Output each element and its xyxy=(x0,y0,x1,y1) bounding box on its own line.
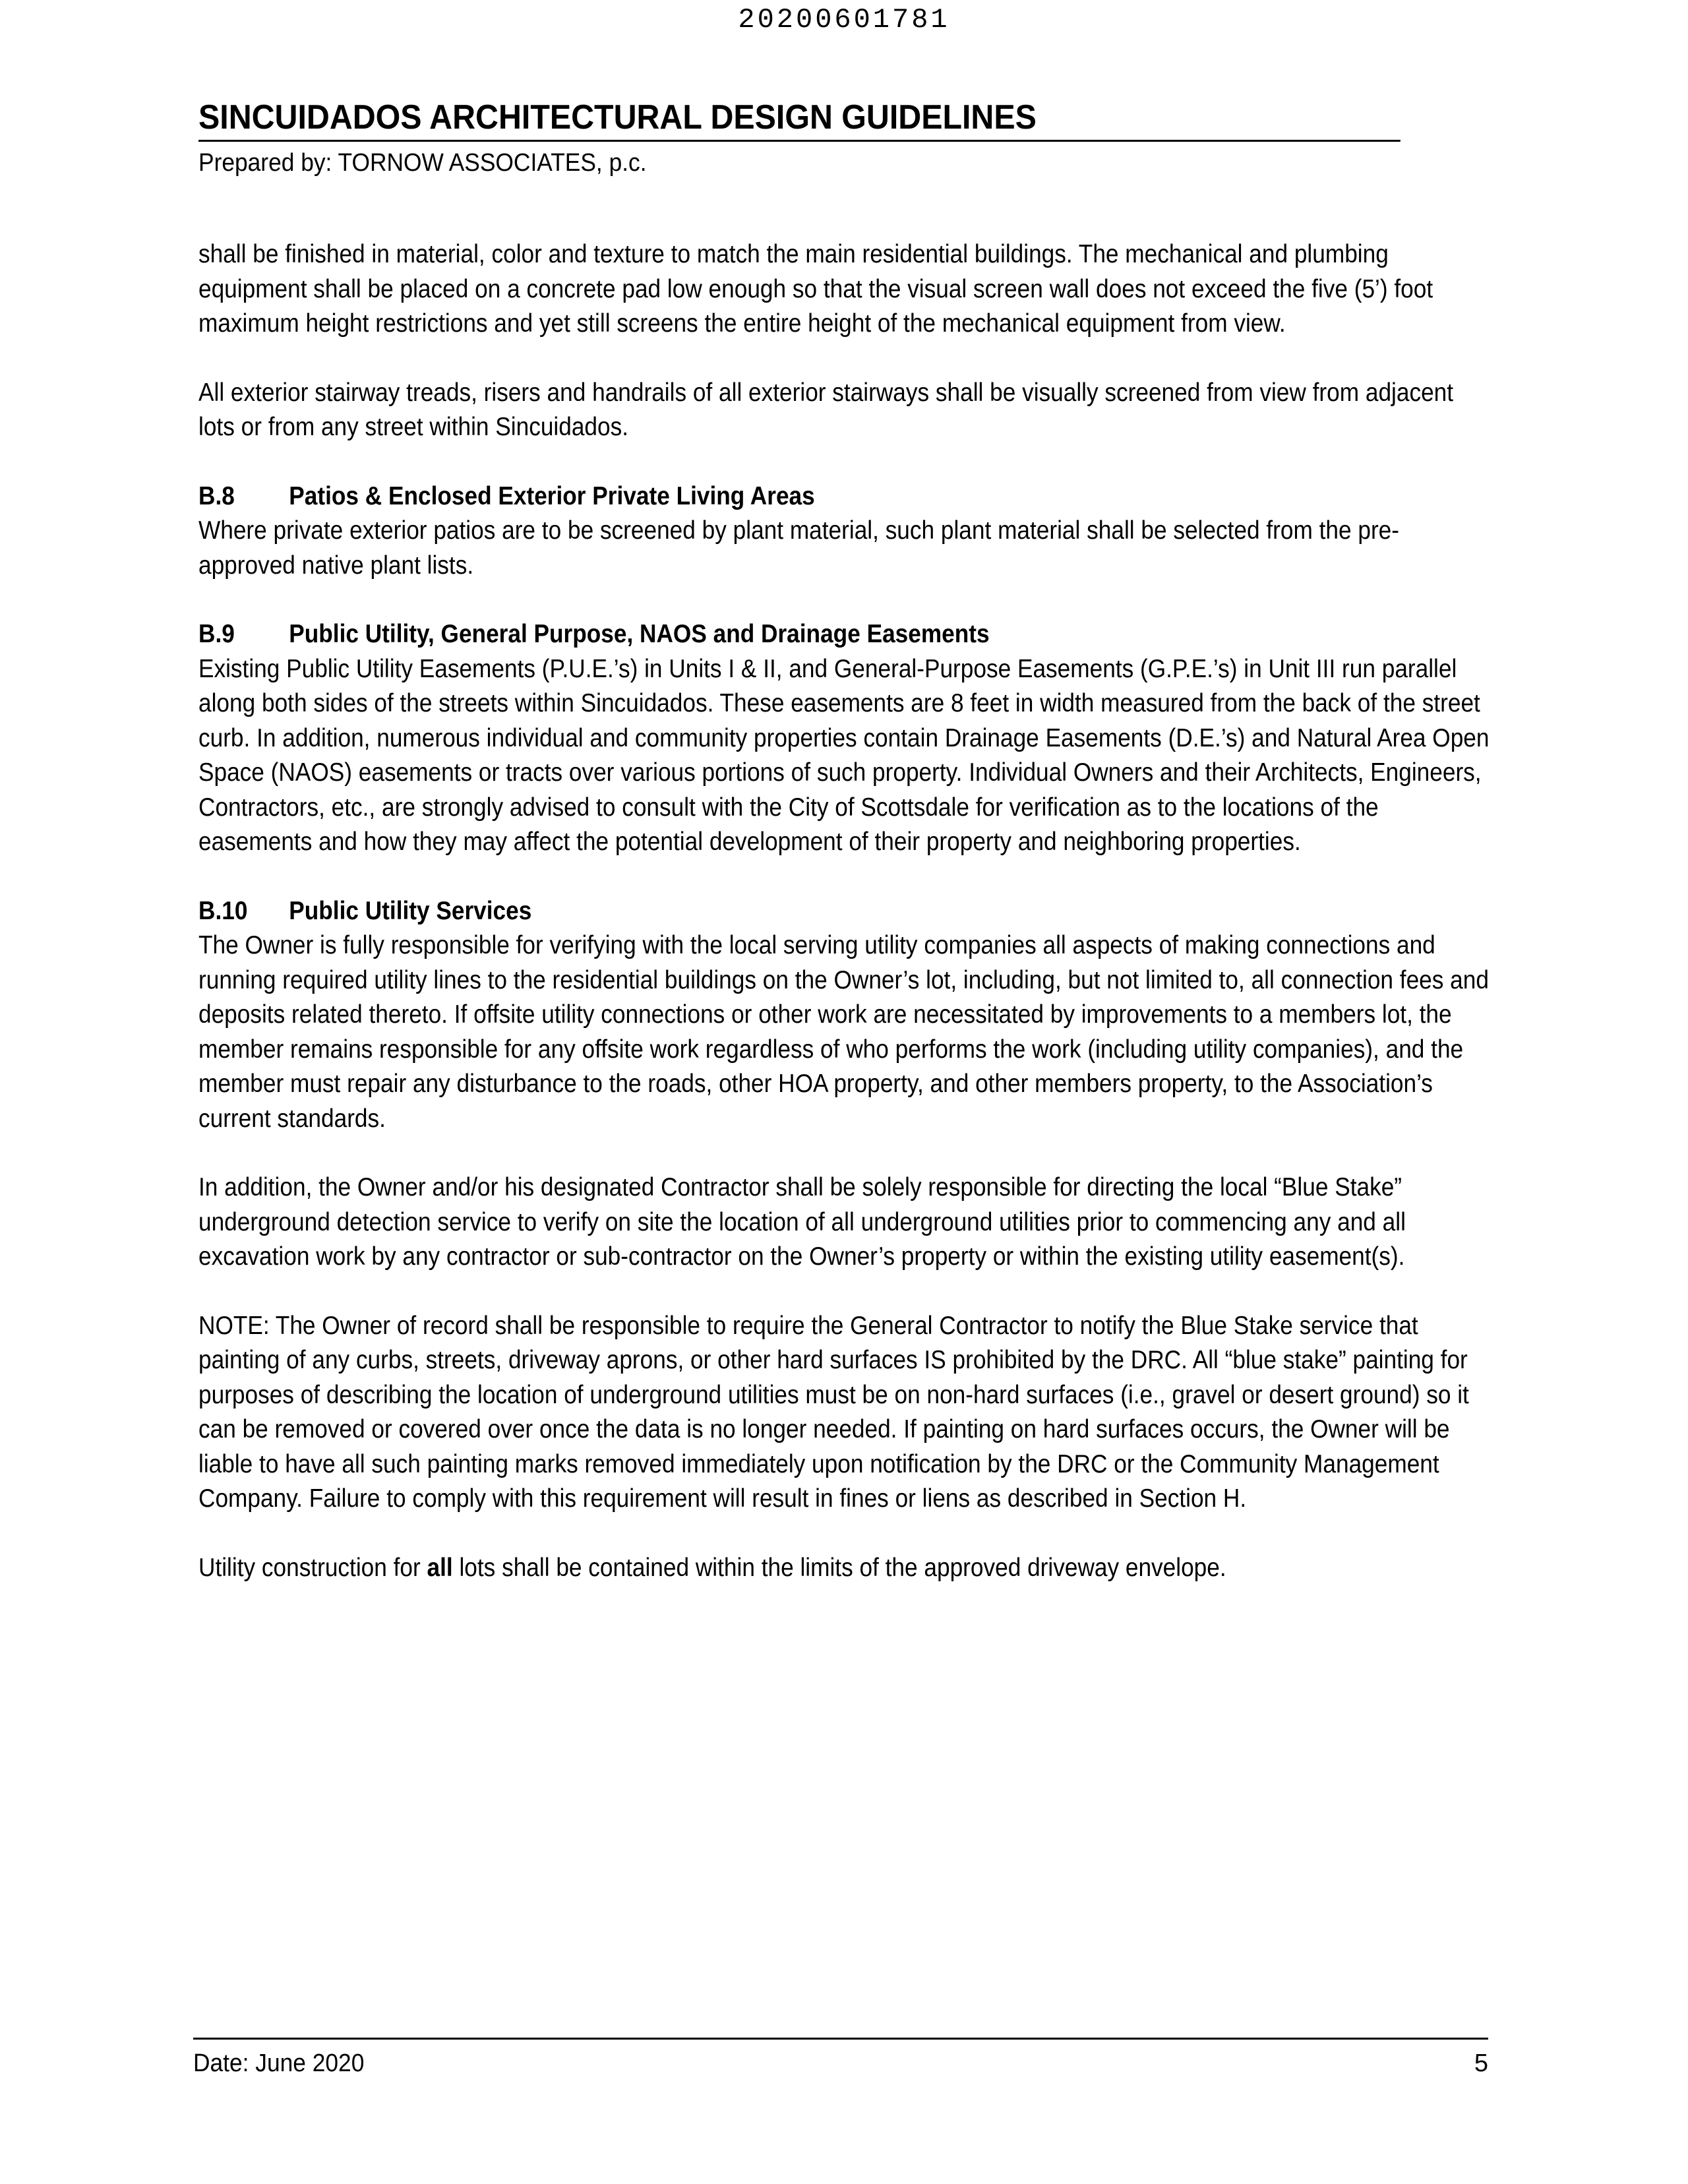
document-recording-number: 20200601781 xyxy=(738,4,950,36)
paragraph: The Owner is fully responsible for verifying with the local serving utility companies all aspects of making connections and running required utility lines to the residential buildings on the Owner’s lot, including, but not limited to, all connection fees and deposits related thereto. If offsite utility connections or other work are necessitated by improvements to a members lot, the member remains responsible for any offsite work regardless of who performs the work (including utility companies), and the member must repair any disturbance to the roads, other HOA property, and other members property, to the Association’s current standards. xyxy=(198,931,1489,1133)
prepared-by: Prepared by: TORNOW ASSOCIATES, p.c. xyxy=(198,149,647,177)
section-heading-b8: B.8 Patios & Enclosed Exterior Private Living Areas xyxy=(198,481,815,510)
section-heading-b9: B.9 Public Utility, General Purpose, NAOS and Drainage Easements xyxy=(198,620,990,648)
footer-date: Date: June 2020 xyxy=(193,2049,365,2077)
page-footer xyxy=(193,2038,1488,2080)
document-body xyxy=(198,237,1491,1620)
paragraph: Utility construction for all lots shall be contained within the limits of the approved driveway envelope. xyxy=(198,1553,1226,1582)
paragraph: shall be finished in material, color and texture to match the main residential buildings. The mechanical and plumbing equipment shall be placed on a concrete pad low enough so that the visual screen wall does not exceed the five (5’) foot maximum height restrictions and yet still screens the entire height of the mechanical equipment from view. xyxy=(198,240,1433,338)
paragraph: In addition, the Owner and/or his designated Contractor shall be solely responsible for directing the local “Blue Stake” underground detection service to verify on site the location of all underground utilities prior to commencing any and all excavation work by any contractor or sub-contractor on the Owner’s property or within the existing utility easement(s). xyxy=(198,1173,1406,1271)
document-title: SINCUIDADOS ARCHITECTURAL DESIGN GUIDELINES xyxy=(198,96,1401,142)
note-paragraph: NOTE: The Owner of record shall be responsible to require the General Contractor to notify the Blue Stake service that painting of any curbs, streets, driveway aprons, or other hard surfaces IS prohibited by the DRC. All “blue stake” painting for purposes of describing the location of underground utilities must be on non-hard surfaces (i.e., gravel or desert ground) so it can be removed or covered over once the data is no longer needed. If painting on hard surfaces occurs, the Owner will be liable to have all such painting marks removed immediately upon notification by the DRC or the Community Management Company. Failure to comply with this requirement will result in fines or liens as described in Section H. xyxy=(198,1311,1469,1513)
page-number: 5 xyxy=(1474,2049,1488,2077)
paragraph: Existing Public Utility Easements (P.U.E.’s) in Units I & II, and General-Purpose Easements (G.P.E.’s) in Unit III run parallel along both sides of the streets within Sincuidados. These easements are 8 feet in width measured from the back of the street curb. In addition, numerous individual and community properties contain Drainage Easements (D.E.’s) and Natural Area Open Space (NAOS) easements or tracts over various portions of such property. Individual Owners and their Architects, Engineers, Contractors, etc., are strongly advised to consult with the City of Scottsdale for verification as to the locations of the easements and how they may affect the potential development of their property and neighboring properties. xyxy=(198,654,1490,856)
paragraph: Where private exterior patios are to be screened by plant material, such plant material shall be selected from the pre-approved native plant lists. xyxy=(198,516,1400,580)
section-heading-b10: B.10 Public Utility Services xyxy=(198,896,532,925)
paragraph: All exterior stairway treads, risers and handrails of all exterior stairways shall be visually screened from view from adjacent lots or from any street within Sincuidados. xyxy=(198,378,1454,441)
page-header xyxy=(198,96,1491,180)
